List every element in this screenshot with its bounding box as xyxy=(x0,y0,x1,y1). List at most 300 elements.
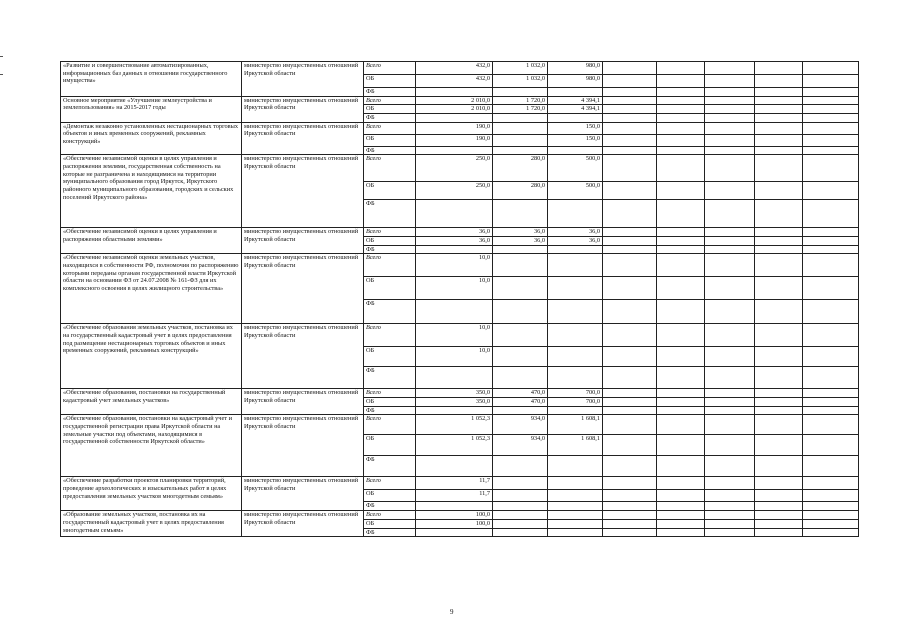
empty-cell xyxy=(657,237,705,246)
amount-cell: 36,0 xyxy=(548,228,603,237)
amount-cell: 190,0 xyxy=(416,134,493,146)
empty-cell xyxy=(755,254,803,277)
funding-source: Всего xyxy=(364,511,416,520)
funding-source: ФБ xyxy=(364,245,416,254)
empty-cell xyxy=(705,200,755,228)
empty-cell xyxy=(603,122,657,134)
empty-cell xyxy=(755,398,803,407)
amount-cell xyxy=(493,300,548,324)
amount-cell: 10,0 xyxy=(416,347,493,367)
empty-cell xyxy=(603,511,657,520)
empty-cell xyxy=(657,114,705,123)
empty-cell xyxy=(803,62,859,75)
empty-cell xyxy=(705,75,755,88)
amount-cell: 2 010,0 xyxy=(416,105,493,114)
empty-cell xyxy=(657,105,705,114)
responsible-org: министерство имущественных отношений Иркутской области xyxy=(242,122,364,155)
funding-source: ФБ xyxy=(364,406,416,415)
empty-cell xyxy=(657,456,705,477)
empty-cell xyxy=(803,520,859,529)
responsible-org: министерство имущественных отношений Иркутской области xyxy=(242,511,364,537)
measure-description: «Демонтаж незаконно установленных нестационарных торговых объектов и иных временных сооружений, рекламных конструкций» xyxy=(61,122,242,155)
amount-cell: 2 010,0 xyxy=(416,96,493,105)
empty-cell xyxy=(803,237,859,246)
amount-cell xyxy=(416,406,493,415)
amount-cell: 1 052,3 xyxy=(416,415,493,435)
amount-cell xyxy=(493,511,548,520)
amount-cell xyxy=(493,528,548,537)
amount-cell xyxy=(548,324,603,347)
empty-cell xyxy=(803,398,859,407)
empty-cell xyxy=(705,114,755,123)
empty-cell xyxy=(803,146,859,155)
amount-cell xyxy=(493,200,548,228)
amount-cell xyxy=(548,520,603,529)
empty-cell xyxy=(755,228,803,237)
scan-edge-mark xyxy=(0,56,3,57)
funding-source: ФБ xyxy=(364,146,416,155)
empty-cell xyxy=(705,88,755,97)
empty-cell xyxy=(657,134,705,146)
empty-cell xyxy=(755,88,803,97)
empty-cell xyxy=(603,406,657,415)
empty-cell xyxy=(657,300,705,324)
funding-source: ФБ xyxy=(364,456,416,477)
funding-source: Всего xyxy=(364,254,416,277)
empty-cell xyxy=(603,182,657,200)
amount-cell: 470,0 xyxy=(493,398,548,407)
responsible-org: министерство имущественных отношений Иркутской области xyxy=(242,389,364,415)
empty-cell xyxy=(705,237,755,246)
funding-source: ОБ xyxy=(364,347,416,367)
empty-cell xyxy=(705,406,755,415)
amount-cell: 1 720,0 xyxy=(493,105,548,114)
empty-cell xyxy=(755,237,803,246)
funding-source: Всего xyxy=(364,389,416,398)
empty-cell xyxy=(705,456,755,477)
empty-cell xyxy=(603,367,657,389)
amount-cell: 10,0 xyxy=(416,324,493,347)
amount-cell: 150,0 xyxy=(548,134,603,146)
empty-cell xyxy=(657,490,705,502)
empty-cell xyxy=(705,62,755,75)
empty-cell xyxy=(603,415,657,435)
funding-source: ОБ xyxy=(364,237,416,246)
funding-source: ОБ xyxy=(364,134,416,146)
amount-cell: 250,0 xyxy=(416,182,493,200)
amount-cell: 1 032,0 xyxy=(493,62,548,75)
empty-cell xyxy=(657,389,705,398)
table-row xyxy=(61,477,859,490)
measure-description: «Развитие и совершенствование автоматизированных, информационных баз данных в отношении государственного имущества» xyxy=(61,62,242,97)
amount-cell xyxy=(493,245,548,254)
empty-cell xyxy=(755,146,803,155)
amount-cell xyxy=(548,245,603,254)
empty-cell xyxy=(755,456,803,477)
empty-cell xyxy=(755,300,803,324)
empty-cell xyxy=(755,347,803,367)
empty-cell xyxy=(705,300,755,324)
empty-cell xyxy=(657,277,705,300)
funding-source: ОБ xyxy=(364,520,416,529)
empty-cell xyxy=(657,62,705,75)
empty-cell xyxy=(603,134,657,146)
empty-cell xyxy=(657,245,705,254)
amount-cell: 500,0 xyxy=(548,155,603,182)
table-row xyxy=(61,389,859,398)
amount-cell xyxy=(493,88,548,97)
empty-cell xyxy=(603,114,657,123)
empty-cell xyxy=(603,456,657,477)
empty-cell xyxy=(705,146,755,155)
empty-cell xyxy=(755,182,803,200)
empty-cell xyxy=(755,435,803,456)
responsible-org: министерство имущественных отношений Иркутской области xyxy=(242,477,364,511)
amount-cell: 980,0 xyxy=(548,62,603,75)
funding-source: Всего xyxy=(364,477,416,490)
empty-cell xyxy=(603,528,657,537)
measure-description: «Обеспечение разработки проектов планировки территорий, проведение археологических и изыскательных работ в целях предоставления земельных участков многодетным семьям» xyxy=(61,477,242,511)
empty-cell xyxy=(755,96,803,105)
responsible-org: министерство имущественных отношений Иркутской области xyxy=(242,254,364,324)
amount-cell xyxy=(548,477,603,490)
empty-cell xyxy=(603,520,657,529)
funding-source: ОБ xyxy=(364,75,416,88)
empty-cell xyxy=(657,88,705,97)
amount-cell: 11,7 xyxy=(416,477,493,490)
empty-cell xyxy=(705,134,755,146)
empty-cell xyxy=(755,105,803,114)
amount-cell xyxy=(493,520,548,529)
amount-cell xyxy=(493,114,548,123)
empty-cell xyxy=(603,277,657,300)
amount-cell: 432,0 xyxy=(416,75,493,88)
measure-description: Основное мероприятие «Улучшение землеустройства и землепользования» на 2015-2017 годы xyxy=(61,96,242,122)
amount-cell xyxy=(493,122,548,134)
amount-cell xyxy=(416,528,493,537)
amount-cell: 280,0 xyxy=(493,155,548,182)
empty-cell xyxy=(657,435,705,456)
empty-cell xyxy=(603,324,657,347)
funding-source: ОБ xyxy=(364,105,416,114)
empty-cell xyxy=(657,406,705,415)
funding-source: Всего xyxy=(364,228,416,237)
table-row xyxy=(61,96,859,105)
funding-source: ФБ xyxy=(364,528,416,537)
amount-cell xyxy=(416,245,493,254)
amount-cell: 11,7 xyxy=(416,490,493,502)
funding-source: ОБ xyxy=(364,182,416,200)
amount-cell xyxy=(493,324,548,347)
empty-cell xyxy=(603,155,657,182)
empty-cell xyxy=(705,347,755,367)
empty-cell xyxy=(803,105,859,114)
empty-cell xyxy=(755,277,803,300)
measure-description: «Обеспечение образования, постановки на кадастровый учет и государственной регистрации права Иркутской области на земельные участки под объектами, находящимися в государственной собственности Иркутской области» xyxy=(61,415,242,477)
empty-cell xyxy=(705,490,755,502)
empty-cell xyxy=(803,228,859,237)
empty-cell xyxy=(657,75,705,88)
empty-cell xyxy=(705,277,755,300)
empty-cell xyxy=(755,528,803,537)
empty-cell xyxy=(755,477,803,490)
amount-cell: 700,0 xyxy=(548,398,603,407)
empty-cell xyxy=(803,502,859,511)
funding-source: ФБ xyxy=(364,300,416,324)
empty-cell xyxy=(755,367,803,389)
measure-description: «Обеспечение независимой оценки земельных участков, находящихся в собственности РФ, полномочия по распоряжению которыми переданы органам государственной власти Иркутской области на основании ФЗ от 24.07.2008 № 161-ФЗ для их комплексного освоения в целях жилищного строительства» xyxy=(61,254,242,324)
amount-cell xyxy=(493,502,548,511)
amount-cell: 36,0 xyxy=(548,237,603,246)
amount-cell: 250,0 xyxy=(416,155,493,182)
empty-cell xyxy=(603,62,657,75)
empty-cell xyxy=(803,324,859,347)
empty-cell xyxy=(755,62,803,75)
empty-cell xyxy=(803,134,859,146)
empty-cell xyxy=(603,237,657,246)
empty-cell xyxy=(657,520,705,529)
responsible-org: министерство имущественных отношений Иркутской области xyxy=(242,155,364,228)
empty-cell xyxy=(803,347,859,367)
table-row xyxy=(61,511,859,520)
empty-cell xyxy=(803,300,859,324)
amount-cell xyxy=(548,528,603,537)
empty-cell xyxy=(803,75,859,88)
funding-source: Всего xyxy=(364,415,416,435)
amount-cell: 4 394,1 xyxy=(548,105,603,114)
funding-source: Всего xyxy=(364,155,416,182)
amount-cell: 190,0 xyxy=(416,122,493,134)
amount-cell: 100,0 xyxy=(416,520,493,529)
empty-cell xyxy=(705,182,755,200)
amount-cell: 36,0 xyxy=(416,228,493,237)
amount-cell xyxy=(416,200,493,228)
empty-cell xyxy=(705,389,755,398)
empty-cell xyxy=(803,182,859,200)
empty-cell xyxy=(803,511,859,520)
measure-description: «Обеспечение образования земельных участков, постановка их на государственный кадастровый учет в целях предоставления под размещение нестационарных торговых объектов и иных временных сооружений, рекламных конструкций» xyxy=(61,324,242,389)
amount-cell: 350,0 xyxy=(416,389,493,398)
measure-description: «Обеспечение независимой оценки в целях управления и распоряжения землями, государственная собственность на которые не разграничена и находящимися на территории муниципального образования город Иркутск, Иркутского районного муниципального образования, городских и сельских поселений Иркутского района» xyxy=(61,155,242,228)
amount-cell xyxy=(548,490,603,502)
amount-cell xyxy=(493,456,548,477)
table-row xyxy=(61,228,859,237)
empty-cell xyxy=(755,520,803,529)
amount-cell: 36,0 xyxy=(416,237,493,246)
empty-cell xyxy=(603,490,657,502)
page-number: 9 xyxy=(450,608,454,616)
empty-cell xyxy=(603,88,657,97)
amount-cell xyxy=(493,367,548,389)
responsible-org: министерство имущественных отношений Иркутской области xyxy=(242,324,364,389)
amount-cell: 100,0 xyxy=(416,511,493,520)
responsible-org: министерство имущественных отношений Иркутской области xyxy=(242,415,364,477)
empty-cell xyxy=(803,477,859,490)
empty-cell xyxy=(603,477,657,490)
funding-source: ФБ xyxy=(364,200,416,228)
empty-cell xyxy=(603,347,657,367)
empty-cell xyxy=(755,415,803,435)
empty-cell xyxy=(705,105,755,114)
empty-cell xyxy=(803,435,859,456)
table-row xyxy=(61,122,859,134)
empty-cell xyxy=(755,122,803,134)
empty-cell xyxy=(705,502,755,511)
amount-cell: 934,0 xyxy=(493,435,548,456)
empty-cell xyxy=(603,502,657,511)
empty-cell xyxy=(755,490,803,502)
empty-cell xyxy=(705,435,755,456)
empty-cell xyxy=(705,367,755,389)
empty-cell xyxy=(603,254,657,277)
funding-source: Всего xyxy=(364,324,416,347)
empty-cell xyxy=(603,300,657,324)
empty-cell xyxy=(803,200,859,228)
empty-cell xyxy=(657,415,705,435)
empty-cell xyxy=(803,277,859,300)
funding-source: Всего xyxy=(364,62,416,75)
empty-cell xyxy=(657,146,705,155)
amount-cell xyxy=(548,347,603,367)
funding-source: ОБ xyxy=(364,435,416,456)
empty-cell xyxy=(803,155,859,182)
empty-cell xyxy=(803,96,859,105)
empty-cell xyxy=(603,75,657,88)
amount-cell xyxy=(493,134,548,146)
empty-cell xyxy=(657,228,705,237)
amount-cell xyxy=(548,277,603,300)
empty-cell xyxy=(603,398,657,407)
empty-cell xyxy=(803,406,859,415)
empty-cell xyxy=(755,114,803,123)
amount-cell xyxy=(548,502,603,511)
empty-cell xyxy=(657,155,705,182)
amount-cell: 36,0 xyxy=(493,228,548,237)
empty-cell xyxy=(803,88,859,97)
amount-cell: 1 032,0 xyxy=(493,75,548,88)
measure-description: «Обеспечение образования, постановки на государственный кадастровый учет земельных участков» xyxy=(61,389,242,415)
budget-table xyxy=(60,61,859,537)
empty-cell xyxy=(803,415,859,435)
amount-cell xyxy=(493,477,548,490)
empty-cell xyxy=(603,435,657,456)
amount-cell: 1 720,0 xyxy=(493,96,548,105)
empty-cell xyxy=(657,398,705,407)
empty-cell xyxy=(705,398,755,407)
empty-cell xyxy=(705,228,755,237)
amount-cell: 432,0 xyxy=(416,62,493,75)
table-row xyxy=(61,324,859,347)
empty-cell xyxy=(803,245,859,254)
amount-cell: 4 394,1 xyxy=(548,96,603,105)
scan-edge-mark xyxy=(0,74,3,75)
amount-cell xyxy=(416,88,493,97)
empty-cell xyxy=(755,75,803,88)
amount-cell xyxy=(493,146,548,155)
empty-cell xyxy=(803,456,859,477)
empty-cell xyxy=(657,528,705,537)
amount-cell xyxy=(493,277,548,300)
responsible-org: министерство имущественных отношений Иркутской области xyxy=(242,62,364,97)
amount-cell xyxy=(548,114,603,123)
measure-description: «Обеспечение независимой оценки в целях управления и распоряжения областными землями» xyxy=(61,228,242,254)
empty-cell xyxy=(603,245,657,254)
empty-cell xyxy=(755,245,803,254)
table-row xyxy=(61,254,859,277)
empty-cell xyxy=(603,105,657,114)
empty-cell xyxy=(603,96,657,105)
amount-cell xyxy=(416,300,493,324)
amount-cell: 1 608,1 xyxy=(548,435,603,456)
empty-cell xyxy=(705,155,755,182)
amount-cell xyxy=(416,502,493,511)
amount-cell xyxy=(493,490,548,502)
empty-cell xyxy=(755,324,803,347)
table-row xyxy=(61,155,859,182)
measure-description: «Образование земельных участков, постановка их на государственный кадастровый учет в целях предоставления многодетным семьям» xyxy=(61,511,242,537)
amount-cell: 500,0 xyxy=(548,182,603,200)
empty-cell xyxy=(803,389,859,398)
empty-cell xyxy=(705,245,755,254)
empty-cell xyxy=(803,528,859,537)
empty-cell xyxy=(705,528,755,537)
empty-cell xyxy=(705,520,755,529)
empty-cell xyxy=(705,511,755,520)
empty-cell xyxy=(657,511,705,520)
funding-source: ФБ xyxy=(364,114,416,123)
amount-cell: 36,0 xyxy=(493,237,548,246)
funding-source: ОБ xyxy=(364,490,416,502)
empty-cell xyxy=(803,254,859,277)
empty-cell xyxy=(755,389,803,398)
empty-cell xyxy=(705,324,755,347)
empty-cell xyxy=(657,254,705,277)
empty-cell xyxy=(603,200,657,228)
amount-cell xyxy=(548,456,603,477)
empty-cell xyxy=(803,122,859,134)
empty-cell xyxy=(657,502,705,511)
funding-source: Всего xyxy=(364,96,416,105)
amount-cell: 10,0 xyxy=(416,254,493,277)
empty-cell xyxy=(803,367,859,389)
amount-cell xyxy=(548,200,603,228)
amount-cell: 1 052,3 xyxy=(416,435,493,456)
funding-source: Всего xyxy=(364,122,416,134)
empty-cell xyxy=(657,182,705,200)
empty-cell xyxy=(705,477,755,490)
empty-cell xyxy=(755,200,803,228)
amount-cell xyxy=(493,254,548,277)
empty-cell xyxy=(603,389,657,398)
amount-cell xyxy=(416,146,493,155)
empty-cell xyxy=(803,490,859,502)
responsible-org: министерство имущественных отношений Иркутской области xyxy=(242,96,364,122)
table-row xyxy=(61,62,859,75)
funding-source: ОБ xyxy=(364,398,416,407)
amount-cell: 1 608,1 xyxy=(548,415,603,435)
amount-cell: 934,0 xyxy=(493,415,548,435)
responsible-org: министерство имущественных отношений Иркутской области xyxy=(242,228,364,254)
empty-cell xyxy=(755,134,803,146)
table-body xyxy=(61,62,859,537)
amount-cell: 350,0 xyxy=(416,398,493,407)
amount-cell xyxy=(548,300,603,324)
empty-cell xyxy=(755,406,803,415)
funding-source: ФБ xyxy=(364,502,416,511)
empty-cell xyxy=(705,254,755,277)
empty-cell xyxy=(705,96,755,105)
empty-cell xyxy=(657,367,705,389)
